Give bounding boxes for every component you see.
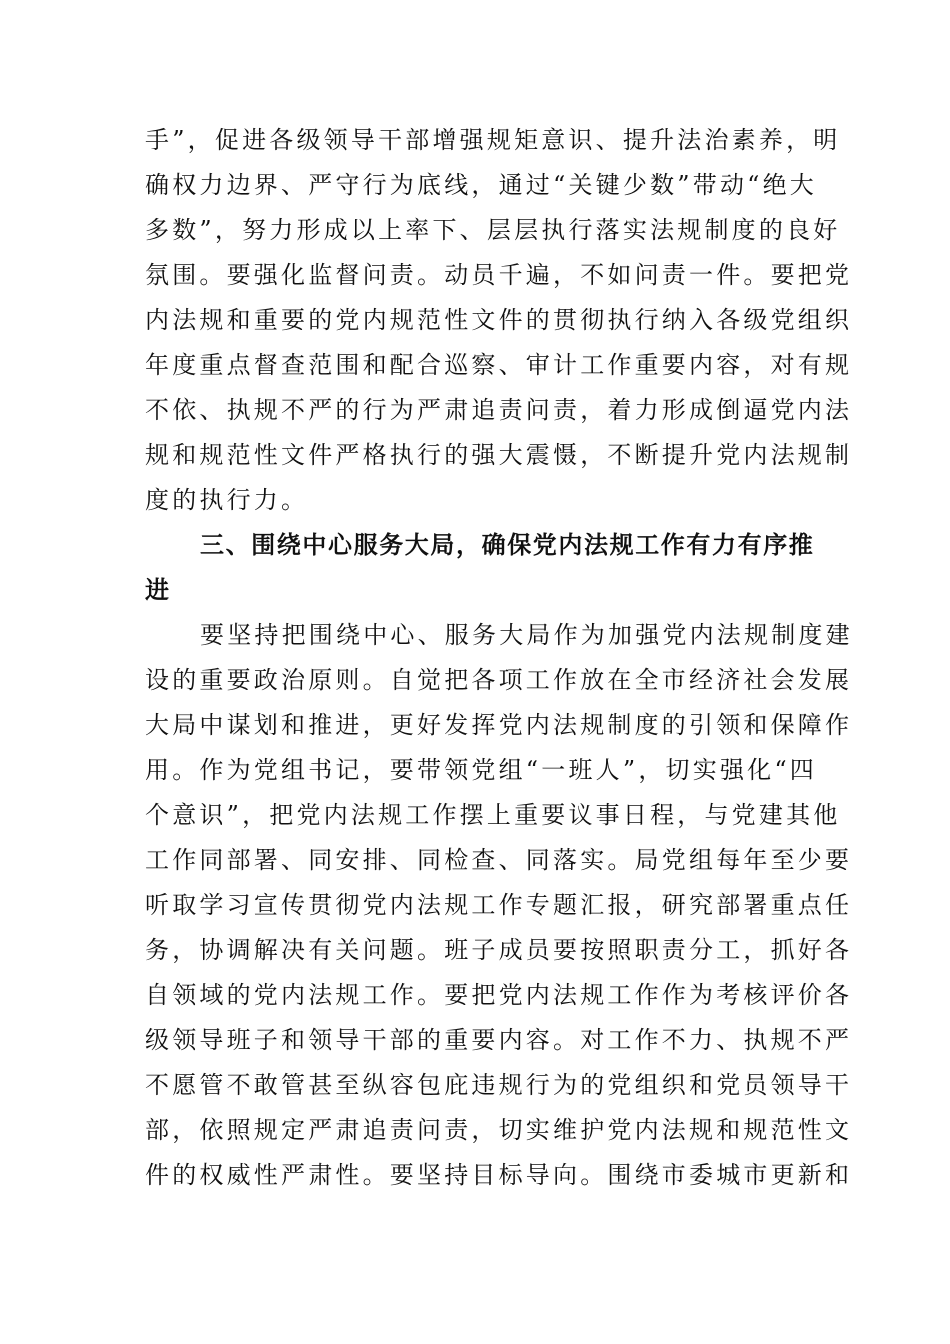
paragraph-line: 规和规范性文件严格执行的强大震慑，不断提升党内法规制: [145, 441, 853, 469]
paragraph-line: 确权力边界、严守行为底线，通过“关键少数”带动“绝大: [145, 171, 818, 199]
paragraph-line: 要坚持把围绕中心、服务大局作为加强党内法规制度建: [200, 621, 853, 649]
paragraph-line: 自领域的党内法规工作。要把党内法规工作作为考核评价各: [145, 981, 853, 1009]
paragraph-line: 年度重点督查范围和配合巡察、审计工作重要内容，对有规: [145, 351, 853, 379]
section-heading: [145, 523, 815, 613]
paragraph-line: 手”，促进各级领导干部增强规矩意识、提升法治素养，明: [145, 126, 841, 154]
heading-line: 进: [145, 576, 171, 604]
paragraph-line: 不愿管不敢管甚至纵容包庇违规行为的党组织和党员领导干: [145, 1071, 853, 1099]
paragraph-line: 用。作为党组书记，要带领党组“一班人”，切实强化“四: [145, 756, 818, 784]
paragraph-line: 务，协调解决有关问题。班子成员要按照职责分工，抓好各: [145, 936, 853, 964]
paragraph-line: 度的执行力。: [145, 486, 309, 514]
paragraph-line: 不依、执规不严的行为严肃追责问责，着力形成倒逼党内法: [145, 396, 853, 424]
paragraph-line: 设的重要政治原则。自觉把各项工作放在全市经济社会发展: [145, 666, 853, 694]
paragraph-line: 件的权威性严肃性。要坚持目标导向。围绕市委城市更新和: [145, 1161, 853, 1189]
paragraph-continued: [145, 118, 853, 523]
paragraph-body: [145, 613, 853, 1198]
paragraph-line: 内法规和重要的党内规范性文件的贯彻执行纳入各级党组织: [145, 306, 853, 334]
paragraph-line: 氛围。要强化监督问责。动员千遍，不如问责一件。要把党: [145, 261, 853, 289]
paragraph-line: 听取学习宣传贯彻党内法规工作专题汇报，研究部署重点任: [145, 891, 853, 919]
paragraph-line: 部，依照规定严肃追责问责，切实维护党内法规和规范性文: [145, 1116, 853, 1144]
paragraph-line: 大局中谋划和推进，更好发挥党内法规制度的引领和保障作: [145, 711, 853, 739]
paragraph-line: 个意识”，把党内法规工作摆上重要议事日程，与党建其他: [145, 801, 841, 829]
paragraph-line: 级领导班子和领导干部的重要内容。对工作不力、执规不严: [145, 1026, 853, 1054]
heading-line: 三、围绕中心服务大局，确保党内法规工作有力有序推: [200, 531, 815, 559]
paragraph-line: 工作同部署、同安排、同检查、同落实。局党组每年至少要: [145, 846, 853, 874]
paragraph-line: 多数”，努力形成以上率下、层层执行落实法规制度的良好: [145, 216, 841, 244]
